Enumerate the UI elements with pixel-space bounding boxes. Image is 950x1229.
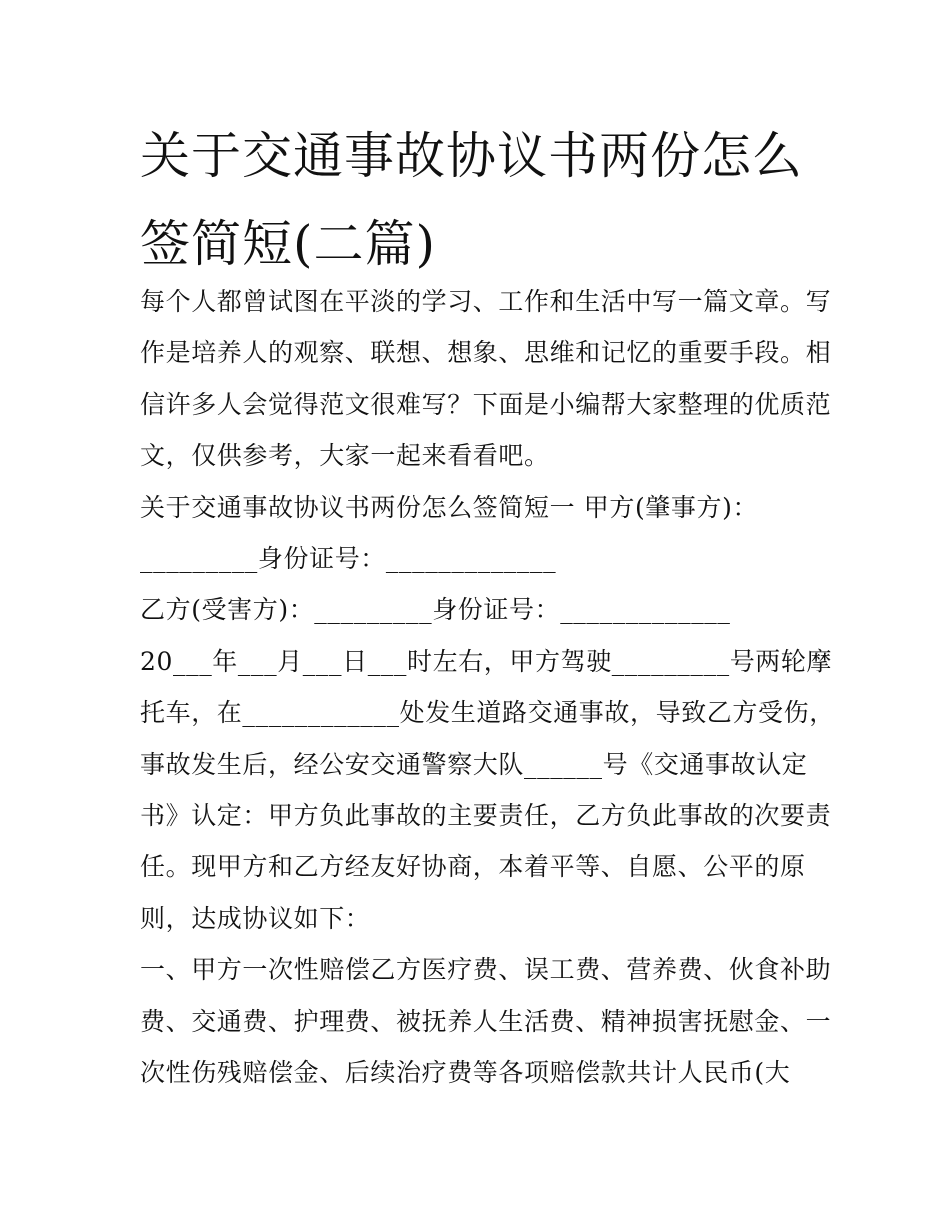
- body-line: 事故发生后，经公安交通警察大队______号《交通事故认定: [140, 749, 808, 779]
- document-body: [140, 276, 835, 1099]
- clause-line: 费、交通费、护理费、被抚养人生活费、精神损害抚慰金、一: [140, 1006, 832, 1036]
- body-line: 作是培养人的观察、联想、想象、思维和记忆的重要手段。相: [140, 338, 832, 368]
- body-line: 20___年___月___日___时左右，甲方驾驶_________号两轮摩: [140, 646, 833, 676]
- party-b-line: 乙方(受害方)：_________身份证号：_____________: [140, 595, 731, 625]
- body-line: 托车，在____________处发生道路交通事故，导致乙方受伤，: [140, 698, 835, 728]
- clause-line: 次性伤残赔偿金、后续治疗费等各项赔偿款共计人民币(大: [140, 1058, 791, 1088]
- party-a-id-line: _________身份证号：_____________: [140, 544, 557, 574]
- body-line: 则，达成协议如下：: [140, 903, 371, 933]
- body-line: 书》认定：甲方负此事故的主要责任，乙方负此事故的次要责: [140, 801, 832, 831]
- title-line: 关于交通事故协议书两份怎么: [140, 127, 803, 185]
- title-line: 签简短(二篇): [140, 215, 437, 273]
- body-line: 文，仅供参考，大家一起来看看吧。: [140, 441, 550, 471]
- clause-line: 一、甲方一次性赔偿乙方医疗费、误工费、营养费、伙食补助: [140, 955, 832, 985]
- document-title: [140, 112, 830, 288]
- body-line: 信许多人会觉得范文很难写？下面是小编帮大家整理的优质范: [140, 389, 832, 419]
- body-line: 任。现甲方和乙方经友好协商，本着平等、自愿、公平的原: [140, 852, 806, 882]
- section-heading-line: 关于交通事故协议书两份怎么签简短一 甲方(肇事方)：: [140, 492, 759, 522]
- body-line: 每个人都曾试图在平淡的学习、工作和生活中写一篇文章。写: [140, 287, 832, 316]
